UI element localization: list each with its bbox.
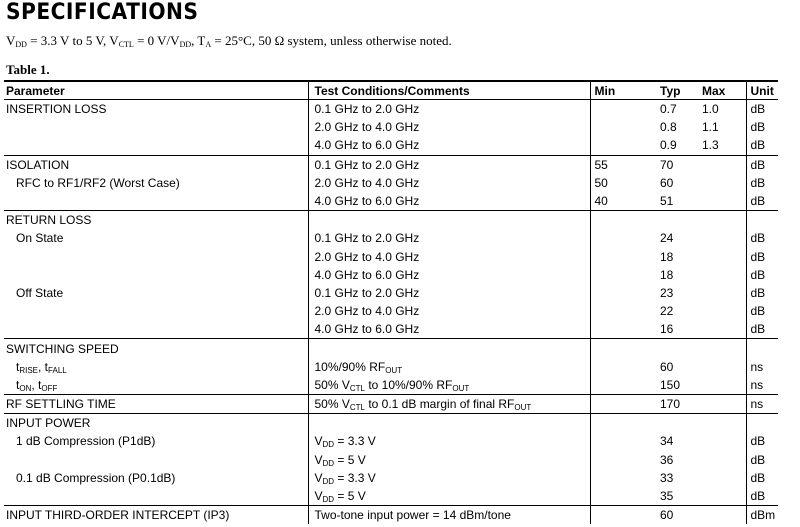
max-cell: 1.3: [694, 136, 746, 155]
unit-cell: [746, 414, 778, 433]
typ-cell: 60: [660, 359, 674, 374]
header-conditions: Test Conditions/Comments: [308, 81, 590, 100]
conditions-cell: 50% $V_{CTL}$ to 10%/90% $RF_{OUT}$: [308, 376, 590, 395]
parameter-cell: [4, 320, 308, 339]
page-title: SPECIFICATIONS: [6, 0, 199, 25]
table-row: [4, 339, 778, 358]
conditions-cell: 2.0 GHz to 4.0 GHz: [308, 174, 590, 192]
typ-cell: 23: [660, 285, 674, 300]
unit-cell: dB: [750, 120, 766, 135]
conditions-cell: 0.1 GHz to 2.0 GHz: [308, 155, 590, 174]
parameter-cell: $t_{ON}$, $t_{OFF}$: [4, 376, 308, 395]
unit-cell: dB: [750, 194, 766, 209]
parameter-cell: [4, 487, 308, 506]
conditions-cell: 10%/90% $RF_{OUT}$: [308, 358, 590, 376]
min-cell: [590, 376, 648, 395]
table-row: [4, 487, 778, 506]
max-cell: [694, 174, 746, 192]
table-row: [4, 302, 778, 320]
max-cell: [694, 506, 746, 525]
min-cell: [590, 487, 648, 506]
typ-cell: [648, 414, 694, 433]
conditions-cell: 2.0 GHz to 4.0 GHz: [308, 248, 590, 266]
max-cell: [694, 211, 746, 230]
unit-cell: dB: [750, 267, 766, 282]
conditions-cell: 50% $V_{CTL}$ to 0.1 dB margin of final $RF_{OUT}$: [308, 395, 590, 414]
parameter-cell: $t_{RISE}$, $t_{FALL}$: [4, 358, 308, 376]
typ-cell: 51: [660, 194, 674, 209]
parameter-cell: [4, 302, 308, 320]
table-header-row: [4, 81, 778, 100]
unit-cell: dB: [750, 102, 766, 117]
parameter-cell: [4, 451, 308, 469]
table-row: [4, 211, 778, 230]
max-cell: [694, 155, 746, 174]
conditions-cell: $V_{DD} = 3.3$ V: [308, 469, 590, 487]
max-cell: [694, 414, 746, 433]
conditions-cell: 4.0 GHz to 6.0 GHz: [308, 192, 590, 211]
unit-cell: dB: [750, 434, 766, 449]
parameter-cell: 0.1 dB Compression (P0.1dB): [4, 469, 308, 487]
parameter-cell: SWITCHING SPEED: [4, 339, 308, 358]
table-row: [4, 266, 778, 284]
min-cell: [590, 302, 648, 320]
unit-cell: dB: [750, 285, 766, 300]
min-cell: [590, 339, 648, 358]
conditions-cell: 0.1 GHz to 2.0 GHz: [308, 100, 590, 119]
conditions-cell: [308, 339, 590, 358]
table-row: [4, 248, 778, 266]
unit-cell: ns: [746, 395, 778, 414]
typ-cell: 34: [660, 434, 674, 449]
typ-cell: 60: [648, 506, 694, 525]
unit-cell: dB: [750, 138, 766, 153]
max-cell: [694, 229, 746, 247]
parameter-cell: On State: [4, 229, 308, 247]
unit-cell: [746, 339, 778, 358]
unit-cell: dBm: [746, 506, 778, 525]
table-row: [4, 136, 778, 155]
min-cell: 50: [594, 175, 608, 190]
table-row: [4, 506, 778, 525]
parameter-cell: Off State: [4, 284, 308, 302]
header-unit: Unit: [746, 81, 778, 100]
parameter-cell: [4, 266, 308, 284]
unit-cell: dB: [750, 304, 766, 319]
max-cell: [694, 302, 746, 320]
table-row: [4, 395, 778, 414]
header-typ: Typ: [648, 81, 694, 100]
typ-cell: 24: [660, 231, 674, 246]
unit-cell: dB: [750, 452, 766, 467]
max-cell: [694, 320, 746, 339]
max-cell: [694, 248, 746, 266]
parameter-cell: ISOLATION: [4, 155, 308, 174]
conditions-cell: Two-tone input power = 14 dBm/tone: [308, 506, 590, 525]
unit-cell: dB: [750, 175, 766, 190]
typ-cell: 0.7: [660, 102, 677, 117]
table-row: [4, 451, 778, 469]
min-cell: [590, 506, 648, 525]
min-cell: [590, 469, 648, 487]
conditions-cell: 4.0 GHz to 6.0 GHz: [308, 266, 590, 284]
typ-cell: 22: [660, 304, 674, 319]
table-row: [4, 376, 778, 395]
typ-cell: [648, 211, 694, 230]
typ-cell: 170: [648, 395, 694, 414]
specifications-table: [4, 80, 778, 524]
parameter-cell: INPUT POWER: [4, 414, 308, 433]
min-cell: [590, 432, 648, 450]
typ-cell: 60: [660, 175, 674, 190]
conditions-cell: $V_{DD} = 5$ V: [308, 487, 590, 506]
typ-cell: 18: [660, 249, 674, 264]
parameter-cell: [4, 118, 308, 136]
conditions-cell: 2.0 GHz to 4.0 GHz: [308, 118, 590, 136]
max-cell: [694, 192, 746, 211]
min-cell: [590, 100, 648, 119]
min-cell: [590, 320, 648, 339]
unit-cell: dB: [746, 155, 778, 174]
typ-cell: 70: [648, 155, 694, 174]
unit-cell: dB: [750, 249, 766, 264]
table-row: [4, 414, 778, 433]
header-max: Max: [694, 81, 746, 100]
max-cell: [694, 451, 746, 469]
conditions-cell: 4.0 GHz to 6.0 GHz: [308, 320, 590, 339]
unit-cell: dB: [750, 231, 766, 246]
table-row: [4, 174, 778, 192]
parameter-cell: [4, 248, 308, 266]
parameter-cell: INSERTION LOSS: [4, 100, 308, 119]
unit-cell: dB: [750, 489, 766, 504]
conditions-cell: [308, 211, 590, 230]
min-cell: [590, 118, 648, 136]
min-cell: [590, 211, 648, 230]
typ-cell: 18: [660, 267, 674, 282]
parameter-cell: INPUT THIRD-ORDER INTERCEPT (IP3): [4, 506, 308, 525]
unit-cell: ns: [750, 359, 764, 374]
table-row: [4, 192, 778, 211]
test-conditions-line: $V_{DD} = 3.3$ V to 5 V, $V_{CTL} = 0$ $V/V_{DD}$, $T_A = 25^\circ C$, 50 Ω system, unless otherwise noted.: [6, 33, 452, 49]
parameter-cell: [4, 136, 308, 155]
typ-cell: 16: [660, 322, 674, 337]
unit-cell: dB: [750, 322, 766, 337]
conditions-cell: 2.0 GHz to 4.0 GHz: [308, 302, 590, 320]
conditions-cell: $V_{DD} = 5$ V: [308, 451, 590, 469]
max-cell: [694, 487, 746, 506]
unit-cell: ns: [750, 377, 764, 392]
min-cell: [590, 395, 648, 414]
min-cell: [590, 266, 648, 284]
table-row: [4, 118, 778, 136]
table-row: [4, 469, 778, 487]
typ-cell: [648, 339, 694, 358]
typ-cell: 36: [660, 452, 674, 467]
table-row: [4, 320, 778, 339]
typ-cell: 0.9: [660, 138, 677, 153]
parameter-cell: RF SETTLING TIME: [4, 395, 308, 414]
unit-cell: [746, 211, 778, 230]
conditions-cell: 0.1 GHz to 2.0 GHz: [308, 284, 590, 302]
min-cell: [590, 284, 648, 302]
typ-cell: 150: [660, 377, 681, 392]
header-parameter: Parameter: [4, 81, 308, 100]
table-row: [4, 284, 778, 302]
min-cell: [590, 358, 648, 376]
max-cell: [694, 358, 746, 376]
conditions-cell: $V_{DD} = 3.3$ V: [308, 432, 590, 450]
max-cell: [694, 469, 746, 487]
unit-cell: dB: [750, 470, 766, 485]
table-caption: Table 1.: [6, 62, 50, 77]
table-row: [4, 155, 778, 174]
parameter-cell: RFC to RF1/RF2 (Worst Case): [4, 174, 308, 192]
parameter-cell: [4, 192, 308, 211]
header-min: Min: [590, 81, 648, 100]
typ-cell: 35: [660, 489, 674, 504]
min-cell: [590, 229, 648, 247]
min-cell: 55: [590, 155, 648, 174]
min-cell: [590, 136, 648, 155]
conditions-cell: 4.0 GHz to 6.0 GHz: [308, 136, 590, 155]
typ-cell: 0.8: [660, 120, 677, 135]
max-cell: 1.0: [694, 100, 746, 119]
min-cell: 40: [594, 194, 608, 209]
table-row: [4, 229, 778, 247]
table-row: [4, 358, 778, 376]
table-row: [4, 100, 778, 119]
table-row: [4, 432, 778, 450]
min-cell: [590, 451, 648, 469]
parameter-cell: RETURN LOSS: [4, 211, 308, 230]
parameter-cell: 1 dB Compression (P1dB): [4, 432, 308, 450]
max-cell: [694, 339, 746, 358]
conditions-cell: 0.1 GHz to 2.0 GHz: [308, 229, 590, 247]
max-cell: [694, 266, 746, 284]
max-cell: [694, 376, 746, 395]
min-cell: [590, 414, 648, 433]
conditions-cell: [308, 414, 590, 433]
typ-cell: 33: [660, 470, 674, 485]
max-cell: [694, 284, 746, 302]
max-cell: 1.1: [694, 118, 746, 136]
min-cell: [590, 248, 648, 266]
max-cell: [694, 395, 746, 414]
max-cell: [694, 432, 746, 450]
